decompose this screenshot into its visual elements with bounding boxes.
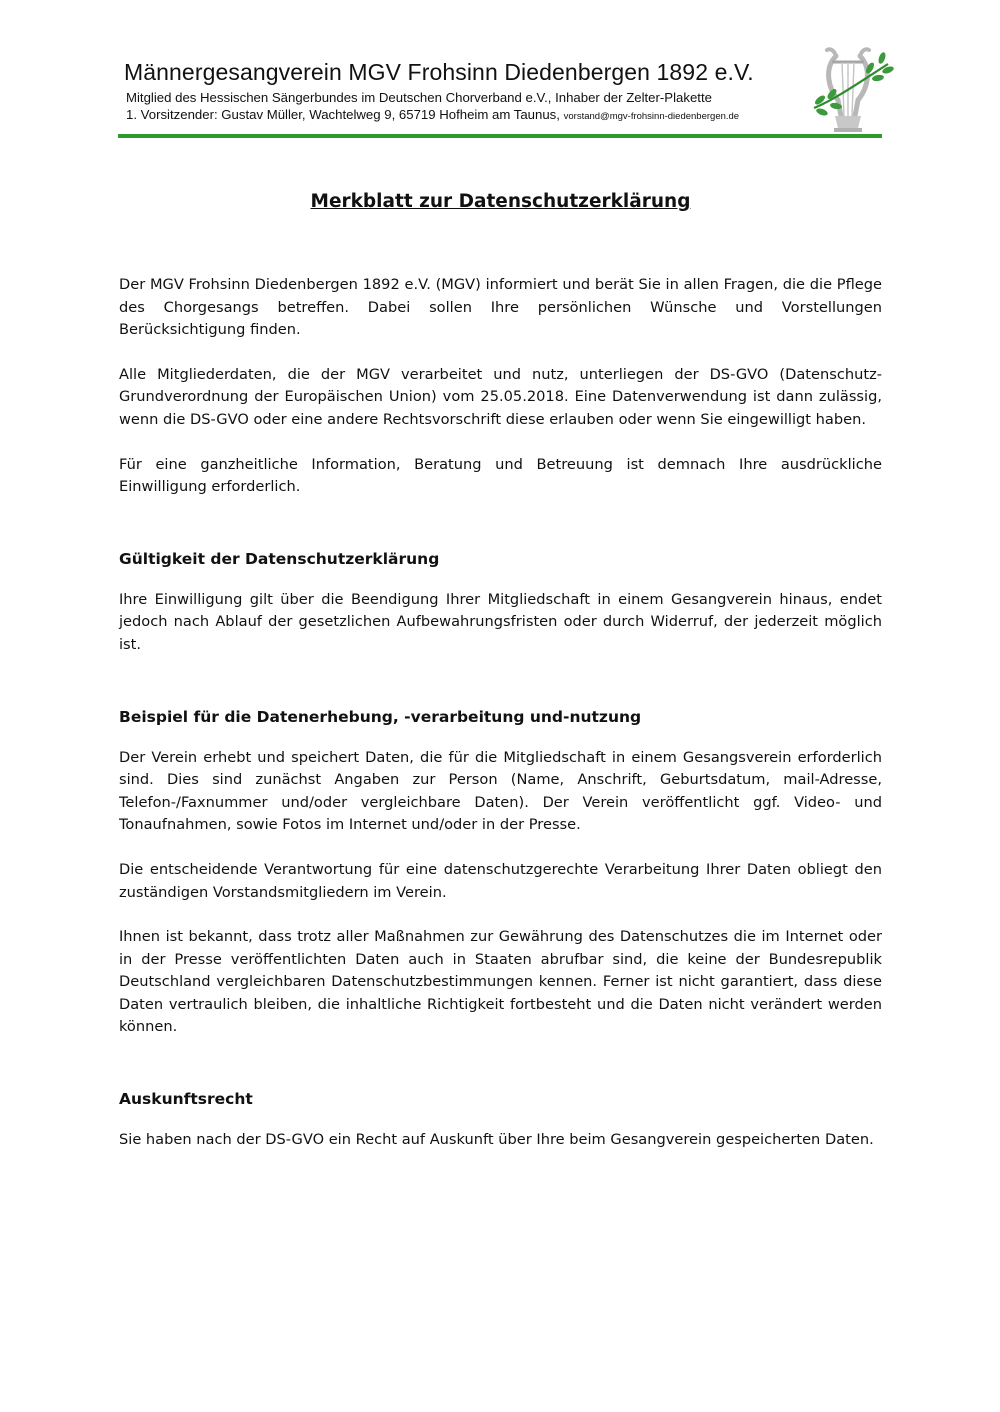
- section-validity: [119, 547, 882, 657]
- intro-paragraph: Der MGV Frohsinn Diedenbergen 1892 e.V. (MGV) informiert und berät Sie in allen Fragen, die die Pflege des Chorgesangs betreffen. Dabei sollen Ihre persönlichen Wünsche und Vorstellungen Berücksichtigung finden.: [119, 276, 882, 339]
- intro-paragraph: Für eine ganzheitliche Information, Beratung und Betreuung ist demnach Ihre ausdrückliche Einwilligung erforderlich.: [119, 455, 882, 496]
- chair-address: 1. Vorsitzender: Gustav Müller, Wachtelweg 9, 65719 Hofheim am Taunus,: [126, 107, 560, 122]
- section-heading: Auskunftsrecht: [119, 1090, 253, 1109]
- chair-address-line: [126, 106, 880, 125]
- intro-paragraph: Alle Mitgliederdaten, die der MGV verarbeitet und nutz, unterliegen der DS-GVO (Datenschutz-Grundverordnung der Europäischen Union) vom 25.05.2018. Eine Datenverwendung ist dann zulässig, wenn die DS-GVO oder eine andere Rechtsvorschrift diese erlauben oder wenn Sie eingewilligt haben.: [119, 365, 882, 428]
- lyre-with-laurel-icon: [808, 42, 894, 134]
- document-body: [119, 188, 882, 1174]
- document-title: Merkblatt zur Datenschutzerklärung: [310, 191, 691, 212]
- section-heading: Beispiel für die Datenerhebung, -verarbeitung und-nutzung: [119, 707, 642, 726]
- contact-email: vorstand@mgv-frohsinn-diedenbergen.de: [563, 111, 740, 122]
- intro-section: [119, 274, 882, 499]
- membership-line: Mitglied des Hessischen Sängerbundes im Deutschen Chorverband e.V., Inhaber der Zelter-Plakette: [126, 90, 712, 105]
- section-paragraph: Die entscheidende Verantwortung für eine datenschutzgerechte Verarbeitung Ihrer Daten obliegt den zuständigen Vorstandsmitgliedern im Verein.: [119, 860, 882, 901]
- section-paragraph: Ihnen ist bekannt, dass trotz aller Maßnahmen zur Gewährung des Datenschutzes die im Internet oder in der Presse veröffentlichten Daten auch in Staaten abrufbar sind, die keine der Bundesrepublik Deutschland vergleichbaren Datenschutzbestimmungen kennen. Ferner ist nicht garantiert, dass diese Daten vertraulich bleiben, die inhaltliche Richtigkeit fortbesteht und die Daten nicht verändert werden können.: [119, 928, 882, 1036]
- section-right-of-access: [119, 1087, 882, 1152]
- section-data-processing: [119, 705, 882, 1040]
- section-heading: Gültigkeit der Datenschutzerklärung: [119, 549, 440, 568]
- section-paragraph: Ihre Einwilligung gilt über die Beendigung Ihrer Mitgliedschaft in einem Gesangverein hinaus, endet jedoch nach Ablauf der gesetzlichen Aufbewahrungsfristen oder durch Widerruf, der jederzeit möglich ist.: [119, 590, 882, 653]
- header-divider: [118, 134, 882, 138]
- section-paragraph: Sie haben nach der DS-GVO ein Recht auf Auskunft über Ihre beim Gesangverein gespeicherten Daten.: [119, 1131, 874, 1149]
- section-paragraph: Der Verein erhebt und speichert Daten, die für die Mitgliedschaft in einem Gesangsverein erforderlich sind. Dies sind zunächst Angaben zur Person (Name, Anschrift, Geburtsdatum, mail-Adresse, Telefon-/Faxnummer und/oder vergleichbare Daten). Der Verein veröffentlicht ggf. Video- und Tonaufnahmen, sowie Fotos im Internet und/oder in der Presse.: [119, 748, 882, 834]
- organization-name: Männergesangverein MGV Frohsinn Diedenbergen 1892 e.V.: [124, 59, 754, 85]
- letterhead-text: [124, 58, 880, 125]
